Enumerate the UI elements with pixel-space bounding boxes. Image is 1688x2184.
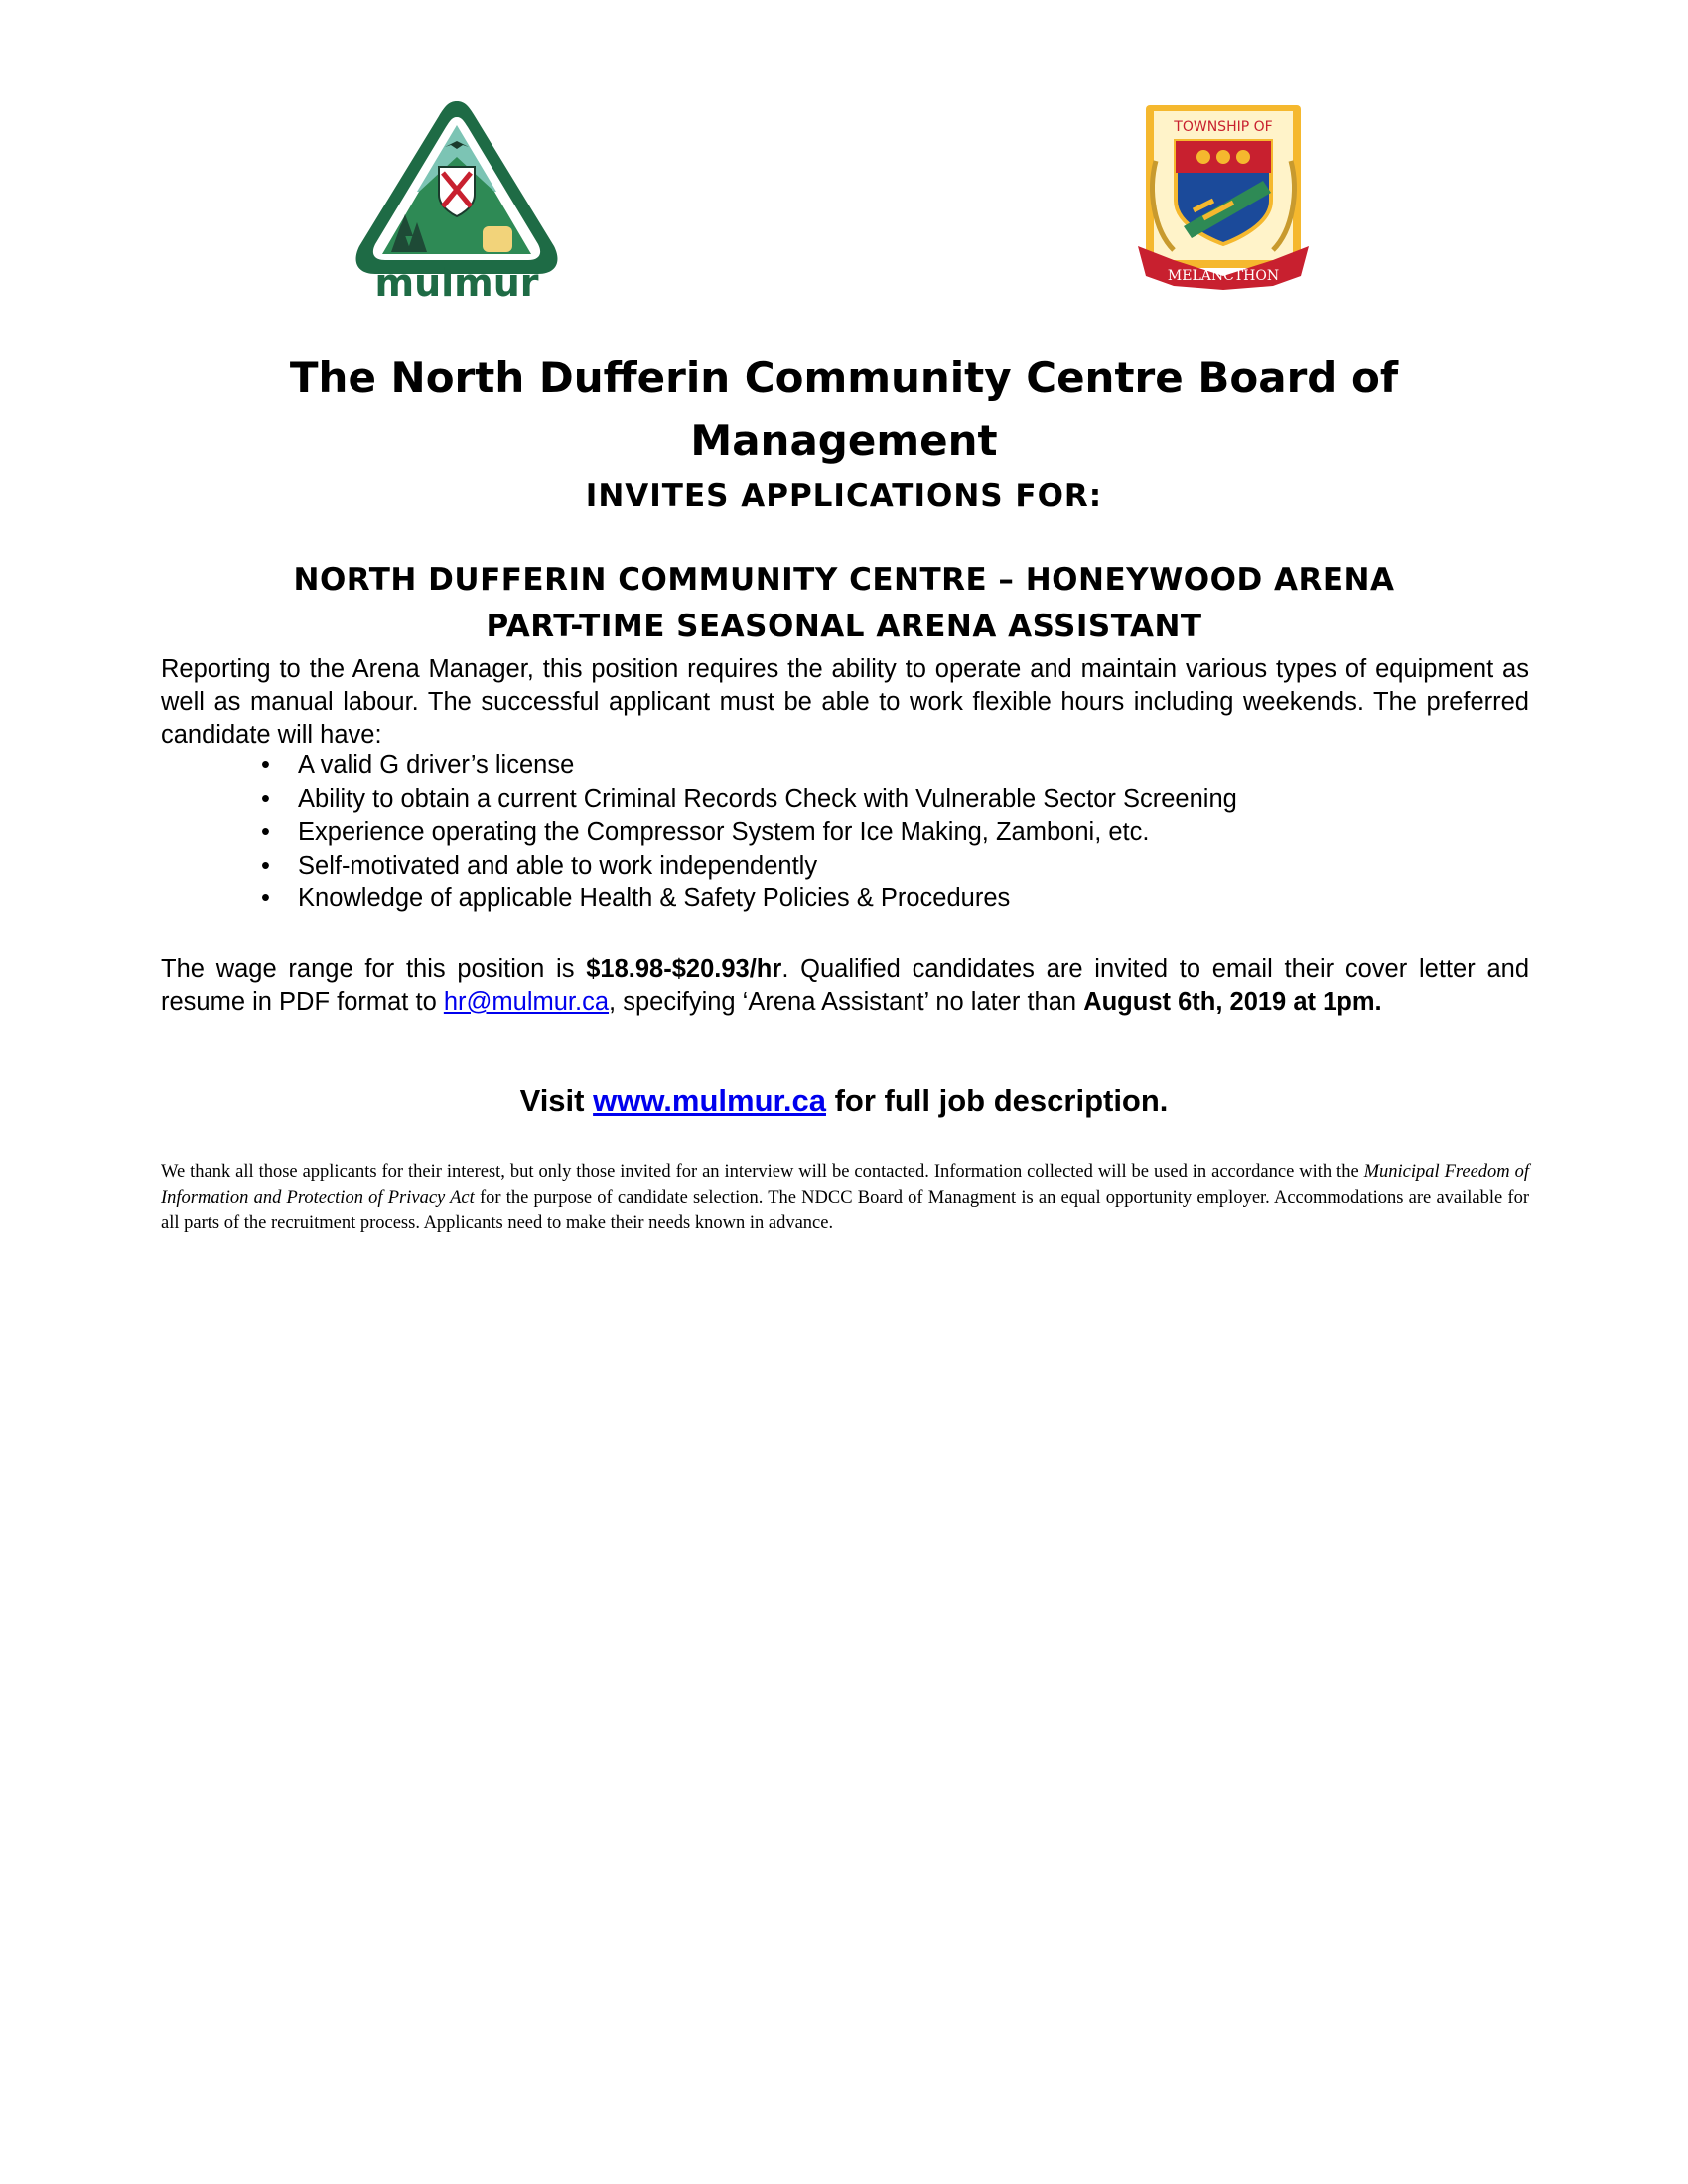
intro-paragraph: Reporting to the Arena Manager, this position requires the ability to operate and maintain various types of equipment as well as manual labour. The successful applicant must be able to work flexible hours including weekends. The preferred candidate will have:	[161, 655, 1529, 749]
list-item: • A valid G driver’s license	[253, 750, 1237, 783]
list-item: • Experience operating the Compressor System for Ice Making, Zamboni, etc.	[253, 816, 1237, 850]
list-item: • Ability to obtain a current Criminal Records Check with Vulnerable Sector Screening	[253, 783, 1237, 817]
disclaimer-paragraph	[161, 1160, 1529, 1237]
disclaimer-part-2: for the purpose of candidate selection. The NDCC Board of Managment is an equal opportunity employer. Accommodations are available for all parts of the recruitment process. Applicants need to make their needs known in advance.	[161, 1187, 1529, 1233]
wage-after-email: , specifying ‘Arena Assistant’ no later than	[609, 988, 1084, 1016]
svg-text:mulmur: mulmur	[374, 261, 539, 301]
visit-suffix: for full job description.	[825, 1083, 1169, 1118]
visit-line	[0, 1083, 1688, 1119]
website-link[interactable]: www.mulmur.ca	[593, 1083, 826, 1118]
hay-bale-icon	[483, 226, 512, 252]
invites-heading: INVITES APPLICATIONS FOR:	[585, 478, 1103, 514]
requirements-list	[253, 750, 1237, 916]
list-item: • Self-motivated and able to work independently	[253, 850, 1237, 884]
list-item: • Knowledge of applicable Health & Safety Policies & Procedures	[253, 883, 1237, 916]
disclaimer-part-1: We thank all those applicants for their interest, but only those invited for an interview will be contacted. Information collected will be used in accordance with the	[161, 1162, 1364, 1182]
page-title-line-1: The North Dufferin Community Centre Board of	[289, 353, 1399, 402]
email-link[interactable]: hr@mulmur.ca	[443, 988, 610, 1016]
position-title: PART-TIME SEASONAL ARENA ASSISTANT	[486, 609, 1202, 644]
svg-text:TOWNSHIP OF: TOWNSHIP OF	[1174, 119, 1273, 135]
wage-range: $18.98-$20.93/hr	[586, 955, 782, 983]
wage-prefix: The wage range for this position is	[161, 955, 587, 983]
wage-middle: . Qualified candidates are invited to email their cover letter and resume in PDF format to	[161, 955, 1529, 1016]
page-title-line-2: Management	[690, 416, 998, 465]
svg-text:MELANCTHON: MELANCTHON	[1167, 268, 1280, 284]
position-location: NORTH DUFFERIN COMMUNITY CENTRE – HONEYWOOD ARENA	[293, 562, 1395, 598]
visit-prefix: Visit	[519, 1083, 594, 1118]
mulmur-logo	[348, 97, 566, 301]
wage-paragraph	[161, 953, 1529, 1019]
deadline: August 6th, 2019 at 1pm.	[1083, 988, 1382, 1016]
melancthon-crest	[1134, 101, 1313, 290]
act-name: Municipal Freedom of Information and Protection of Privacy Act	[161, 1162, 1529, 1208]
